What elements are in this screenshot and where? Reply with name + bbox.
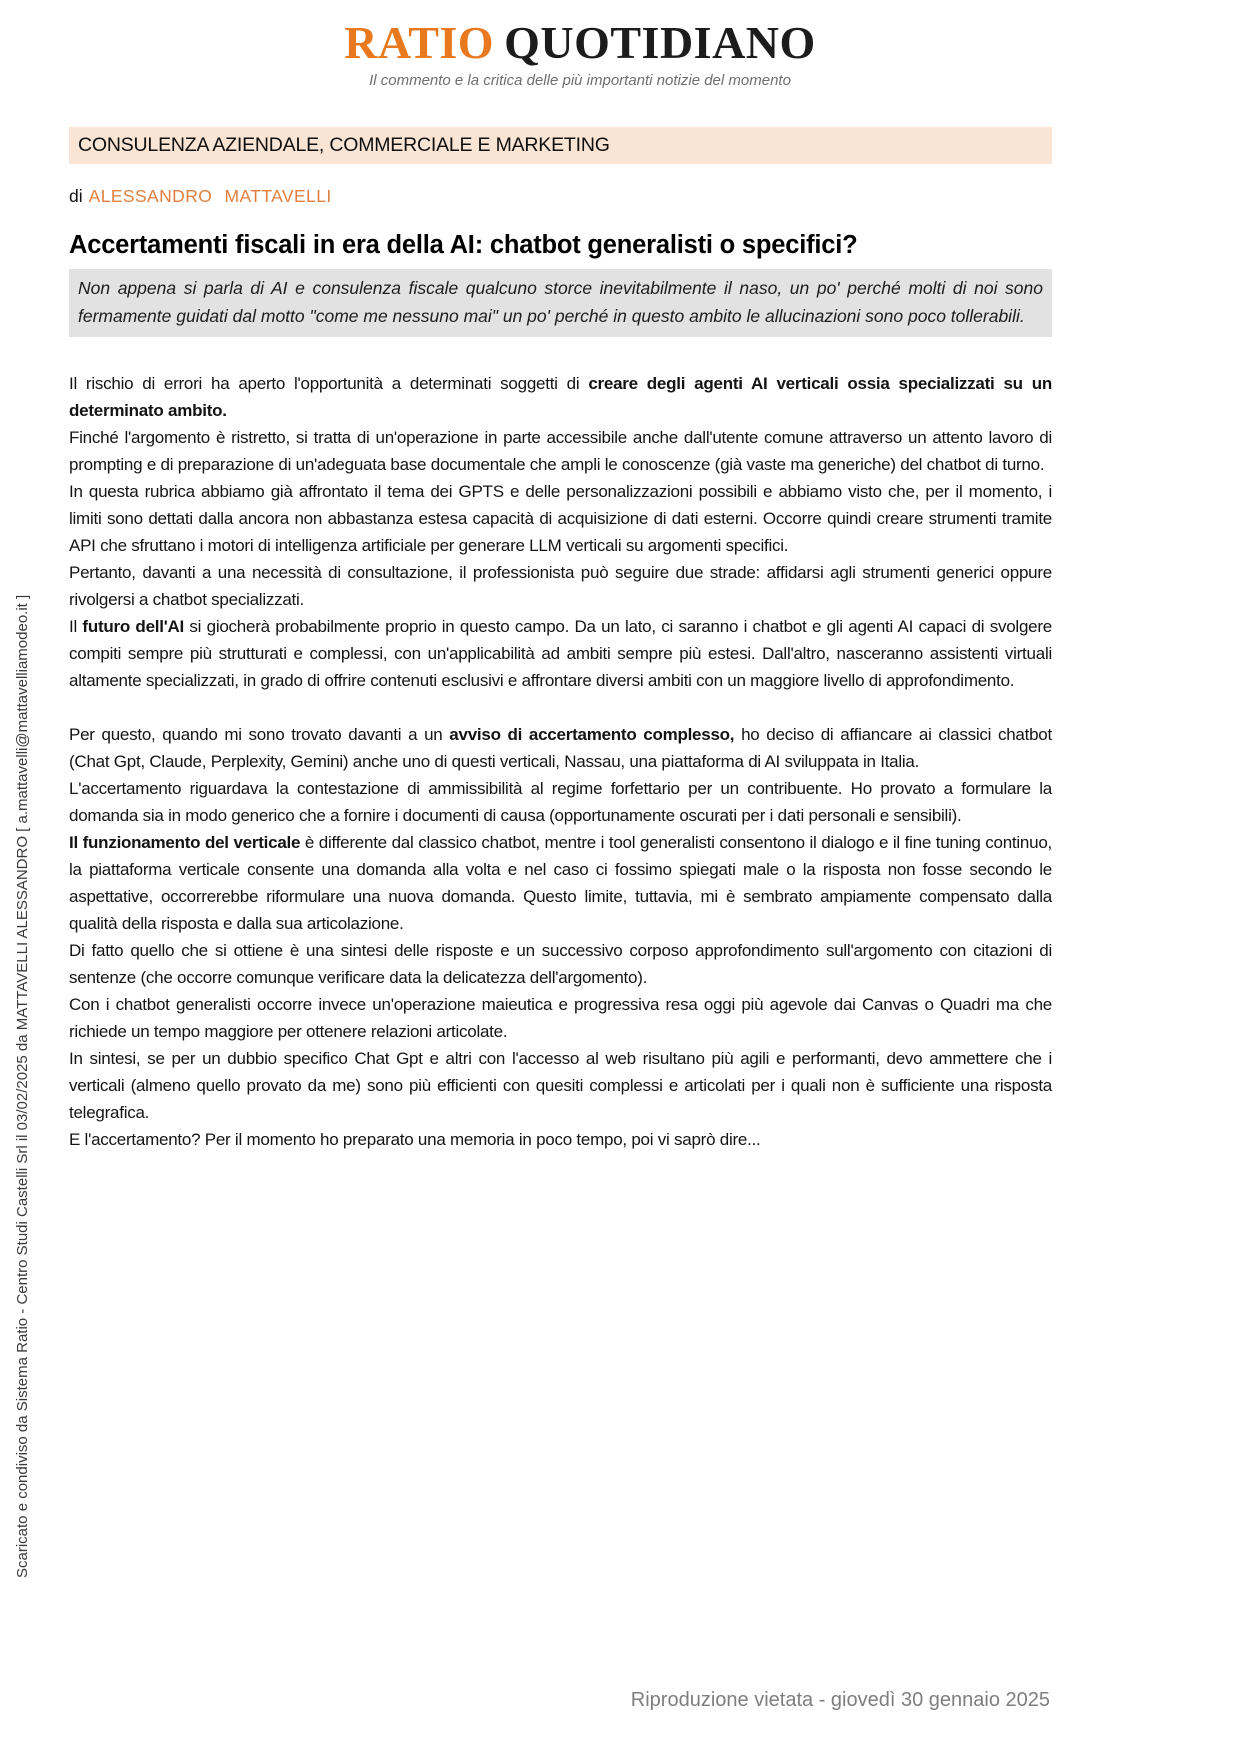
paragraph-segment: si giocherà probabilmente proprio in questo campo. Da un lato, ci saranno i chatbot e gli agenti AI capaci di svolgere compiti sempre più strutturati e complessi, con un'applicabilità ad ambiti sempre più estesi. Dall'altro, nasceranno assistenti virtuali altamente specializzati, in grado di offrire contenuti esclusivi e affrontare diversi ambiti con un maggiore livello di approfondimento.: [69, 617, 1052, 690]
publication-logo: [0, 18, 1160, 69]
paragraph-bold-segment: creare degli agenti AI verticali ossia specializzati su un determinato ambito.: [69, 374, 1052, 420]
paragraph-segment: Il rischio di errori ha aperto l'opportunità a determinati soggetti di: [69, 374, 589, 393]
paragraph: [69, 829, 1052, 937]
paragraph-bold-segment: futuro dell'AI: [82, 617, 185, 636]
paragraph: [69, 370, 1052, 424]
paragraph-bold-segment: Il funzionamento del verticale: [69, 833, 301, 852]
publication-tagline: Il commento e la critica delle più importanti notizie del momento: [369, 71, 791, 89]
paragraph-segment: è differente dal classico chatbot, mentre i tool generalisti consentono il dialogo e il fine tuning continuo, la piattaforma verticale consente una domanda alla volta e nel caso ci fossimo spiegati male o la risposta non fosse secondo le aspettative, occorrerebbe riformulare una nuova domanda. Questo limite, tuttavia, mi è sembrato ampiamente compensato dalla qualità della risposta e dalla sua articolazione.: [69, 833, 1052, 933]
paragraph-segment: Finché l'argomento è ristretto, si tratta di un'operazione in parte accessibile anche dall'utente comune attraverso un attento lavoro di prompting e di preparazione di un'adeguata base documentale che ampli le conoscenze (già vaste ma generiche) del chatbot di turno.: [69, 428, 1052, 474]
paragraph: [69, 559, 1052, 613]
paragraph: [69, 1045, 1052, 1126]
article-abstract: Non appena si parla di AI e consulenza fiscale qualcuno storce inevitabilmente il naso, un po' perché molti di noi sono fermamente guidati dal motto "come me nessuno mai" un po' perché in questo ambito le allucinazioni sono poco tollerabili.: [69, 269, 1052, 337]
logo-word-quotidiano: QUOTIDIANO: [504, 17, 816, 68]
paragraph: [69, 1126, 1052, 1153]
download-watermark: Scaricato e condiviso da Sistema Ratio - Centro Studi Castelli Srl il 03/02/2025 da MATTAVELLI ALESSANDRO [ a.mattavelli@mattavelliamodeo.it ]: [14, 594, 31, 1578]
paragraph-segment: Per questo, quando mi sono trovato davanti a un: [69, 725, 450, 744]
paragraph: [69, 721, 1052, 775]
paragraph-segment: Di fatto quello che si ottiene è una sintesi delle risposte e un successivo corposo approfondimento sull'argomento con citazioni di sentenze (che occorre comunque verificare data la delicatezza dell'argomento).: [69, 941, 1052, 987]
paragraph: [69, 775, 1052, 829]
article-body: [69, 370, 1052, 1153]
footer-copyright-date: Riproduzione vietata - giovedì 30 gennaio 2025: [630, 1689, 1050, 1711]
paragraph-segment: Pertanto, davanti a una necessità di consultazione, il professionista può seguire due strade: affidarsi agli strumenti generici oppure rivolgersi a chatbot specializzati.: [69, 563, 1052, 609]
paragraph-segment: E l'accertamento? Per il momento ho preparato una memoria in poco tempo, poi vi saprò dire...: [69, 1130, 761, 1149]
paragraph: [69, 991, 1052, 1045]
byline: [69, 186, 1052, 207]
paragraph: [69, 937, 1052, 991]
paragraph-segment: Il: [69, 617, 83, 636]
byline-prefix: di: [69, 186, 83, 206]
paragraph-bold-segment: avviso di accertamento complesso,: [449, 725, 735, 744]
logo-word-ratio: RATIO: [344, 17, 495, 68]
paragraph: [69, 424, 1052, 478]
article-content: [69, 127, 1052, 1153]
paragraph-segment: L'accertamento riguardava la contestazione di ammissibilità al regime forfettario per un contribuente. Ho provato a formulare la domanda sia in modo generico che a fornire i documenti di causa (opportunamente oscurati per i dati personali e sensibili).: [69, 779, 1052, 825]
category-banner: CONSULENZA AZIENDALE, COMMERCIALE E MARKETING: [69, 127, 1052, 164]
paragraph-segment: ho deciso di affiancare ai classici chatbot (Chat Gpt, Claude, Perplexity, Gemini) anche uno di questi verticali, Nassau, una piattaforma di AI sviluppata in Italia.: [69, 725, 1052, 771]
paragraph: [69, 613, 1052, 694]
paragraph: [69, 478, 1052, 559]
paragraph-segment: In sintesi, se per un dubbio specifico Chat Gpt e altri con l'accesso al web risultano più agili e performanti, devo ammettere che i verticali (almeno quello provato da me) sono più efficienti con quesiti complessi e articolati per i quali non è sufficiente una risposta telegrafica.: [69, 1049, 1052, 1122]
paragraph-segment: Con i chatbot generalisti occorre invece un'operazione maieutica e progressiva resa oggi più agevole dai Canvas o Quadri ma che richiede un tempo maggiore per ottenere relazioni articolate.: [69, 995, 1052, 1041]
masthead: [0, 0, 1160, 89]
article-title: Accertamenti fiscali in era della AI: chatbot generalisti o specifici?: [69, 231, 858, 259]
byline-author: ALESSANDRO MATTAVELLI: [88, 186, 332, 206]
paragraph-segment: In questa rubrica abbiamo già affrontato il tema dei GPTS e delle personalizzazioni possibili e abbiamo visto che, per il momento, i limiti sono dettati dalla ancora non abbastanza estesa capacità di acquisizione di dati esterni. Occorre quindi creare strumenti tramite API che sfruttano i motori di intelligenza artificiale per generare LLM verticali su argomenti specifici.: [69, 482, 1052, 555]
